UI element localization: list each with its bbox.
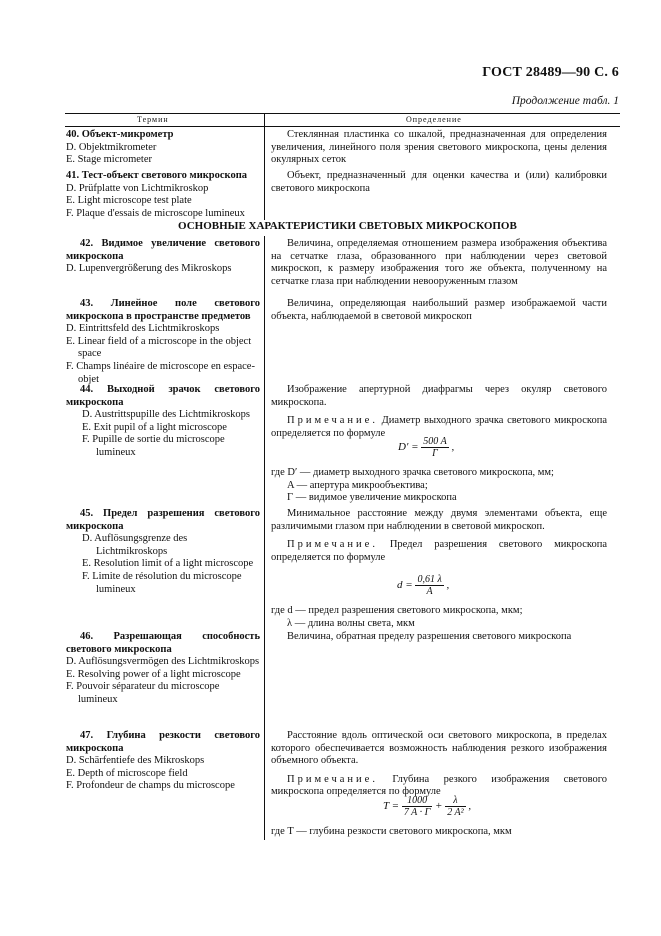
formula-47: T = $\frac{1000}{7 A \cdot Г}$ + $\frac{\lambda}{\text{2 A²}}$ , [383,795,472,818]
where-44-3: Г — видимое увеличение микроскопа [287,492,457,504]
term-40-de: D. Objektmikrometer [66,141,157,153]
definition-44 [271,384,607,440]
definition-41 [271,170,607,195]
table-header-rule [65,126,620,127]
column-header-terms: Термин [137,115,169,124]
table-continuation-label: Продолжение табл. 1 [511,95,619,107]
term-41-title: 41. Тест-объект светового микроскопа [66,170,248,181]
term-42-de: D. Lupenvergrößerung des Mikroskops [66,263,232,275]
term-43-title: 43. Линейное поле светового микроскопа в пространстве предметов [66,298,260,322]
formula-45-fraction [415,574,443,597]
term-46 [66,631,260,707]
formula-47-lhs: T = [383,800,400,813]
formula-45-numerator: 0,61 λ [417,574,442,585]
definition-42-text: Величина, определяемая отношением размера изображения объектива на сетчатке глаза, образованного при наблюдении через световой микроскоп, к размеру изображения того же объекта, полученному на сетчатке глаза при наблюдении невооруженным глазом [271,238,607,287]
definition-47-text: Расстояние вдоль оптической оси светового микроскопа, в пределах которого обеспечивается возможность наблюдения резкого изображения объемного объекта. [271,730,607,767]
term-40 [66,129,260,167]
formula-44-lhs: D′ = [398,441,419,454]
definition-42 [271,238,607,288]
term-44 [66,384,260,460]
note-label-47: Примечание. [287,773,378,785]
formula-47-numerator-2: λ [445,795,465,807]
term-45-title: 45. Предел разрешения светового микроскопа [66,508,260,532]
definition-43 [271,298,607,323]
definition-45-note [271,539,607,564]
term-46-fr: F. Pouvoir séparateur du microscope lumineux [66,681,220,705]
formula-47-denominator-1: 7 A · Г [403,807,431,818]
term-43 [66,298,260,386]
formula-47-fraction-1 [402,795,432,818]
definition-47-where [271,826,512,839]
where-45-2: λ — длина волны света, мкм [287,617,415,629]
term-42-title: 42. Видимое увеличение светового микроскопа [66,238,260,262]
section-title: ОСНОВНЫЕ ХАРАКТЕРИСТИКИ СВЕТОВЫХ МИКРОСКОПОВ [178,220,517,232]
term-46-de: D. Auflösungsvermögen des Lichtmikroskops [66,656,260,668]
term-44-fr: F. Pupille de sortie du microscope lumineux [82,434,225,458]
definition-41-text: Объект, предназначенный для оценки качества и (или) калибровки светового микроскопа [271,170,607,194]
term-41 [66,170,260,220]
term-46-en: E. Resolving power of a light microscope [66,668,241,680]
note-label-45: Примечание. [287,539,378,551]
formula-44-fraction [421,436,448,459]
term-47 [66,730,260,793]
term-47-en: E. Depth of microscope field [66,767,188,779]
note-text-45: Предел разрешения светового микроскопа определяется по формуле [271,539,607,563]
term-40-title: 40. Объект-микрометр [66,129,174,140]
formula-44-denominator: Г [432,448,438,459]
where-44-1: где D′ — диаметр выходного зрачка светового микроскопа, мм; [271,467,554,478]
column-header-definition: Определение [406,115,462,124]
formula-47-denominator-2: 2 A² [447,807,464,818]
term-41-fr: F. Plaque d'essais de microscope lumineux [66,207,245,219]
term-43-fr: F. Champs linéaire de microscope en espace-objet [66,360,255,385]
term-44-en: E. Exit pupil of a light microscope [82,421,227,433]
table-top-rule [65,113,620,114]
definition-44-where [271,467,554,505]
term-42 [66,238,260,276]
definition-44-text: Изображение апертурной диафрагмы через окуляр светового микроскопа. [271,384,607,408]
column-divider-main [264,236,265,840]
definition-47 [271,730,607,799]
term-40-en: E. Stage micrometer [66,154,153,166]
formula-47-plus: + [435,800,443,813]
definition-45 [271,508,607,564]
formula-45-lhs: d = [397,579,413,592]
note-label-44: Примечание. [287,415,378,427]
term-44-de: D. Austrittspupille des Lichtmikroskops [82,409,250,421]
term-47-de: D. Schärfentiefe des Mikroskops [66,755,205,767]
term-43-en: E. Linear field of a microscope in the object space [66,335,252,360]
term-45-de: D. Auflösungsgrenze des Lichtmikroskops [82,533,188,557]
formula-45-denominator: A [426,586,433,597]
definition-46 [271,631,607,644]
column-divider-top [264,113,265,220]
definition-45-text: Минимальное расстояние между двумя элементами объекта, еще различимыми глазом при наблюдении в световой микроскоп. [271,508,607,532]
definition-45-where [271,605,523,630]
term-45-en: E. Resolution limit of a light microscope [82,558,254,570]
term-41-en: E. Light microscope test plate [66,195,192,207]
where-45-1: где d — предел разрешения светового микроскопа, мкм; [271,605,523,616]
term-44-title: 44. Выходной зрачок светового микроскопа [66,384,260,408]
formula-45: d = $\frac{0,61 \lambda}{A}$ , [397,574,450,597]
definition-40 [271,129,607,167]
formula-47-fraction-2 [445,795,465,818]
where-44-2: A — апертура микрообъектива; [287,479,428,491]
page-header-title: ГОСТ 28489—90 С. 6 [482,65,619,80]
term-46-title: 46. Разрешающая способность светового микроскопа [66,631,260,655]
note-text-44: Диаметр выходного зрачка светового микроскопа определяется по формуле [271,415,607,439]
term-47-fr: F. Profondeur de champs du microscope [66,780,235,792]
term-41-de: D. Prüfplatte von Lichtmikroskop [66,182,209,194]
term-47-title: 47. Глубина резкости светового микроскопа [66,730,260,754]
definition-43-text: Величина, определяющая наибольший размер изображаемой части объекта, наблюдаемой в световой микроскоп [271,298,607,322]
formula-44-numerator: 500 A [423,436,447,447]
term-43-de: D. Eintrittsfeld des Lichtmikroskops [66,323,220,335]
term-45 [66,508,260,596]
formula-44: D′ = $\frac{500 A}{Г}$ , [398,436,455,459]
note-text-47: Глубина резкого изображения светового микроскопа определяется по формуле [271,773,608,798]
formula-47-numerator-1: 1000 [402,795,432,807]
where-47-1: где T — глубина резкости светового микроскопа, мкм [271,826,512,837]
definition-40-text: Стеклянная пластинка со шкалой, предназначенная для определения увеличения, линейного поля зрения светового микроскопа, цены деления окулярных сеток [271,129,607,166]
term-45-fr: F. Limite de résolution du microscope lumineux [82,570,242,595]
definition-46-text: Величина, обратная пределу разрешения светового микроскопа [287,631,572,642]
